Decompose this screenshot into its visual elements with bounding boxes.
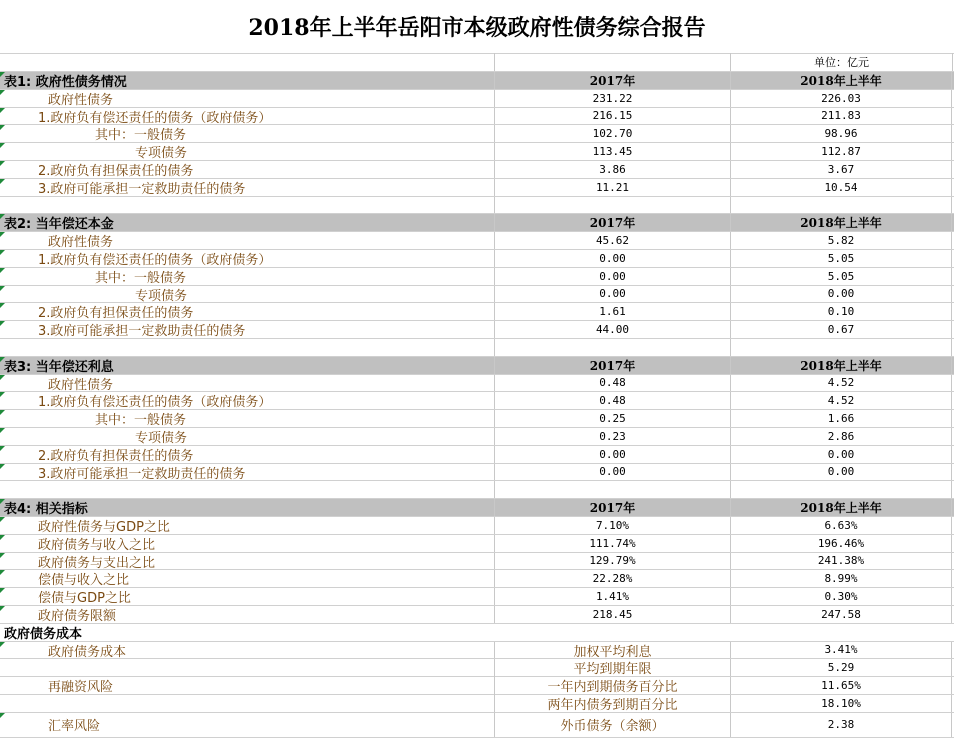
value-2018h1[interactable] [731,588,952,605]
column-header-2017-text: 2017年 [589,358,636,373]
row-label-text: 1.政府负有偿还责任的债务（政府债务） [38,110,272,125]
row-label[interactable] [0,143,495,160]
note-marker-icon [0,410,5,415]
value-2017[interactable] [495,410,731,427]
note-marker-icon [0,588,5,593]
row-label[interactable] [0,446,495,463]
value-2017[interactable] [495,339,731,356]
value-2018h1-text: 98.96 [824,127,858,141]
value-2018h1[interactable] [731,339,952,356]
row-label-text: 其中：一般债务 [95,413,187,427]
value-2018h1-text: 196.46% [817,536,865,550]
value-2017[interactable] [495,535,731,552]
row-label[interactable] [0,570,495,587]
value-2018h1-text: 247.58 [821,607,861,621]
value-2017-text: 0.48 [599,376,626,390]
cost-value-text: 3.41% [824,643,858,657]
value-2018h1-text: 0.10 [827,305,855,319]
row-label[interactable] [0,481,495,498]
row-label-text: 2.政府负有担保责任的债务 [38,448,194,463]
value-2018h1[interactable] [731,428,952,445]
value-2018h1[interactable] [731,250,952,267]
value-2017[interactable] [495,286,731,303]
table-header-row [0,72,954,90]
row-label-text: 3.政府可能承担一定救助责任的债务 [38,324,246,338]
row-label[interactable] [0,303,495,320]
column-header-2018h1-text: 2018年上半年 [800,216,882,231]
row-label-text: 政府性债务与GDP之比 [38,519,170,534]
row-label[interactable] [0,232,495,249]
value-2017-text: 129.79% [589,554,636,568]
value-2018h1-text: 8.99% [824,572,858,586]
value-2018h1[interactable] [731,286,952,303]
row-label-text: 政府债务与收入之比 [38,537,156,552]
row-label-text: 专项债务 [135,288,188,303]
note-marker-icon [0,606,5,611]
value-2018h1[interactable] [731,481,952,498]
table-header[interactable] [0,214,495,231]
value-2018h1[interactable] [731,143,952,160]
table-row [0,446,954,464]
value-2017-text: 0.00 [599,465,626,479]
row-label-text: 专项债务 [135,430,188,445]
row-label[interactable] [0,321,495,338]
value-2017-text: 0.00 [599,287,626,301]
note-marker-icon [0,250,5,255]
column-header-2017-text: 2017年 [589,216,636,231]
refinance-metric-text: 两年内债务到期百分比 [547,697,678,712]
table-header[interactable] [0,499,495,516]
value-2017-text: 0.00 [599,447,626,461]
value-2018h1[interactable] [731,161,952,178]
table-row [0,125,954,143]
table-row [0,197,954,215]
value-2018h1-text: 4.52 [827,376,855,390]
report-title: 2018年上半年岳阳市本级政府性债务综合报告 [0,0,954,54]
table-row [0,286,954,304]
value-2018h1[interactable] [731,570,952,587]
fx-value[interactable] [731,713,952,737]
table-row [0,481,954,499]
table-header-text: 表4: 相关指标 [4,502,88,516]
column-header-2017[interactable] [495,499,731,516]
value-2017[interactable] [495,125,731,142]
table-row [0,232,954,250]
value-2017[interactable] [495,606,731,623]
row-label[interactable] [0,375,495,392]
table-row [0,553,954,571]
note-marker-icon [0,72,5,77]
fx-risk-row [0,713,954,738]
value-2017[interactable] [495,553,731,570]
row-label-text: 偿债与收入之比 [38,573,130,588]
value-2017[interactable] [495,143,731,160]
row-label-text: 其中：一般债务 [95,270,187,285]
value-2017[interactable] [495,303,731,320]
cost-label[interactable] [0,642,495,659]
column-header-2018h1[interactable] [731,72,952,89]
value-2018h1[interactable] [731,375,952,392]
row-label-text: 2.政府负有担保责任的债务 [38,306,194,321]
value-2017[interactable] [495,588,731,605]
note-marker-icon [0,286,5,291]
column-header-2018h1[interactable] [731,214,952,231]
cost-section-header[interactable] [0,624,495,641]
note-marker-icon [0,357,5,362]
row-label[interactable] [0,410,495,427]
row-label[interactable] [0,392,495,409]
note-marker-icon [0,375,5,380]
value-2017-text: 7.10% [595,518,630,532]
value-2017-text: 0.00 [599,269,626,283]
value-2017-text: 102.70 [592,127,633,141]
value-2017[interactable] [495,464,731,481]
row-label[interactable] [0,339,495,356]
value-2018h1[interactable] [731,179,952,196]
column-header-2017-text: 2017年 [589,501,636,516]
column-header-2017[interactable] [495,214,731,231]
table-header[interactable] [0,357,495,374]
value-2017[interactable] [495,90,731,107]
row-label[interactable] [0,553,495,570]
column-header-2017[interactable] [495,357,731,374]
value-2018h1[interactable] [731,125,952,142]
table-row [0,143,954,161]
value-2018h1-text: 2.86 [827,429,855,443]
row-label[interactable] [0,606,495,623]
cost-metric[interactable] [495,642,731,659]
row-label[interactable] [0,588,495,605]
row-label[interactable] [0,250,495,267]
value-2017[interactable] [495,161,731,178]
value-2018h1-text: 10.54 [824,180,858,194]
table-header-row [0,357,954,375]
value-2017-text: 111.74% [589,536,636,550]
value-2017[interactable] [495,108,731,125]
note-marker-icon [0,713,5,718]
row-label[interactable] [0,268,495,285]
table-header-text: 表1: 政府性债务情况 [4,74,127,89]
unit-row-blank-cell-b[interactable] [495,53,731,71]
table-row [0,90,954,108]
note-marker-icon [0,464,5,469]
row-label-text: 其中：一般债务 [95,128,187,143]
note-marker-icon [0,428,5,433]
value-2018h1-text: 3.67 [827,162,855,176]
value-2017[interactable] [495,321,731,338]
value-2018h1[interactable] [731,517,952,534]
value-2018h1[interactable] [731,232,952,249]
value-2018h1[interactable] [731,446,952,463]
column-header-2017[interactable] [495,72,731,89]
row-label-text: 政府债务与支出之比 [38,555,156,570]
note-marker-icon [0,642,5,647]
row-label-text: 专项债务 [135,146,188,160]
table-row [0,588,954,606]
unit-label: 单位：亿元 [731,53,953,71]
row-label[interactable] [0,517,495,534]
table-row [0,375,954,393]
cost-section-header-text: 政府债务成本 [4,626,83,641]
value-2018h1-text: 211.83 [821,109,861,123]
note-marker-icon [0,570,5,575]
value-2017-text: 216.15 [592,109,633,123]
value-2017[interactable] [495,570,731,587]
note-marker-icon [0,553,5,558]
row-label-text: 政府性债务 [48,92,114,107]
note-marker-icon [0,108,5,113]
value-2018h1-text: 5.05 [827,269,855,283]
cost-label-text: 政府债务成本 [48,644,127,659]
value-2018h1[interactable] [731,197,952,214]
table-header[interactable] [0,72,495,89]
note-marker-icon [0,517,5,522]
row-label[interactable] [0,179,495,196]
row-label[interactable] [0,197,495,214]
row-label[interactable] [0,108,495,125]
row-label[interactable] [0,428,495,445]
value-2018h1[interactable] [731,108,952,125]
note-marker-icon [0,125,5,130]
refinance-metric[interactable] [495,695,731,712]
value-2018h1[interactable] [731,535,952,552]
table-row [0,321,954,339]
value-2018h1[interactable] [731,90,952,107]
row-label-text: 1.政府负有偿还责任的债务（政府债务） [38,252,272,267]
table-row [0,250,954,268]
value-2018h1-text: 1.66 [827,412,855,426]
value-2018h1-text: 4.52 [827,394,855,408]
value-2017[interactable] [495,268,731,285]
cost-value[interactable] [731,642,952,659]
note-marker-icon [0,143,5,148]
table-row [0,464,954,482]
value-2017-text: 11.21 [595,180,630,194]
value-2017-text: 218.45 [592,607,633,621]
value-2018h1-text: 5.05 [827,251,855,265]
table-header-row [0,214,954,232]
refinance-value-text: 11.65% [821,679,861,693]
column-header-2018h1-text: 2018年上半年 [800,73,882,88]
table-row [0,339,954,357]
table-header-text: 表2: 当年偿还本金 [4,217,114,232]
value-2018h1-text: 0.00 [827,287,855,301]
fx-risk-label-text: 汇率风险 [48,719,101,735]
cost-metric-text: 加权平均利息 [573,644,652,659]
row-label-text: 2.政府负有担保责任的债务 [38,163,194,178]
row-label-text: 3.政府可能承担一定救助责任的债务 [38,466,246,481]
value-2017-text: 1.61 [599,305,626,319]
row-label-text: 政府债务限额 [38,608,117,623]
table-row [0,428,954,446]
table-row [0,392,954,410]
column-header-2018h1-text: 2018年上半年 [800,358,882,373]
column-header-2018h1[interactable] [731,499,952,516]
table-header-text: 表3: 当年偿还利息 [4,359,114,374]
refinance-metric-text: 平均到期年限 [573,662,652,677]
row-label[interactable] [0,90,495,107]
row-label-text: 1.政府负有偿还责任的债务（政府债务） [38,395,272,410]
refinance-risk-label-cell[interactable] [0,659,495,712]
value-2018h1-text: 0.67 [827,323,855,337]
value-2017[interactable] [495,250,731,267]
value-2017-text: 44.00 [595,323,630,337]
value-2018h1[interactable] [731,268,952,285]
value-2018h1-text: 241.38% [817,554,865,568]
refinance-risk-label: 再融资风险 [48,680,114,696]
value-2017[interactable] [495,179,731,196]
column-header-2017-text: 2017年 [589,73,636,88]
note-marker-icon [0,161,5,166]
value-2018h1[interactable] [731,553,952,570]
table-row [0,268,954,286]
refinance-metric[interactable] [495,677,731,694]
refinance-value[interactable] [731,677,952,694]
refinance-metric-text: 一年内到期债务百分比 [547,680,678,694]
value-2017-text: 0.00 [599,251,626,265]
value-2018h1-text: 226.03 [821,91,861,105]
value-2018h1[interactable] [731,464,952,481]
row-label-text: 3.政府可能承担一定救助责任的债务 [38,181,246,196]
table-row [0,303,954,321]
value-2017[interactable] [495,232,731,249]
fx-metric-text: 外币债务（余额） [560,719,665,735]
refinance-value-text: 5.29 [827,661,855,675]
note-marker-icon [0,535,5,540]
value-2017-text: 3.86 [599,162,626,176]
unit-row-blank-cell-a[interactable] [0,53,495,71]
row-label-text: 政府性债务 [48,235,114,249]
cost-row [0,642,954,660]
value-2018h1-text: 6.63% [824,518,858,532]
value-2017-text: 0.48 [599,394,626,408]
value-2017-text: 113.45 [592,145,633,159]
value-2017-text: 0.23 [599,429,626,443]
refinance-value-text: 18.10% [821,696,861,710]
value-2017-text: 231.22 [592,91,633,105]
row-label[interactable] [0,125,495,142]
value-2018h1-text: 0.00 [827,465,855,479]
value-2017[interactable] [495,375,731,392]
fx-risk-label[interactable] [0,713,495,737]
row-label-text: 偿债与GDP之比 [38,591,131,605]
note-marker-icon [0,392,5,397]
table-row [0,108,954,126]
table-row [0,179,954,197]
note-marker-icon [0,321,5,326]
value-2018h1[interactable] [731,392,952,409]
row-label[interactable] [0,464,495,481]
table-row [0,410,954,428]
fx-value-text: 2.38 [827,718,855,732]
column-header-2018h1-text: 2018年上半年 [800,501,882,516]
refinance-value[interactable] [731,695,952,712]
row-label[interactable] [0,535,495,552]
refinance-metric[interactable] [495,659,731,676]
refinance-value[interactable] [731,659,952,676]
table-row [0,517,954,535]
value-2018h1[interactable] [731,303,952,320]
value-2017-text: 45.62 [595,234,630,248]
value-2017[interactable] [495,197,731,214]
value-2018h1[interactable] [731,606,952,623]
value-2018h1-text: 5.82 [827,234,855,248]
value-2017-text: 0.25 [599,412,626,426]
cost-section-header-row [0,624,954,642]
value-2017[interactable] [495,392,731,409]
value-2017-text: 1.41% [595,590,630,604]
value-2017[interactable] [495,481,731,498]
table-row [0,570,954,588]
note-marker-icon [0,179,5,184]
note-marker-icon [0,268,5,273]
table-header-row [0,499,954,517]
column-header-2018h1[interactable] [731,357,952,374]
value-2017[interactable] [495,517,731,534]
value-2017-text: 22.28% [592,572,633,586]
table-row [0,606,954,624]
value-2017[interactable] [495,446,731,463]
note-marker-icon [0,303,5,308]
value-2018h1[interactable] [731,410,952,427]
value-2018h1-text: 0.30% [824,590,858,604]
note-marker-icon [0,499,5,504]
note-marker-icon [0,446,5,451]
table-row [0,535,954,553]
value-2018h1-text: 112.87 [821,145,861,159]
table-row [0,161,954,179]
note-marker-icon [0,90,5,95]
row-label-text: 政府性债务 [48,377,114,392]
value-2018h1[interactable] [731,321,952,338]
fx-metric[interactable] [495,713,731,737]
value-2018h1-text: 0.00 [827,447,855,461]
row-label[interactable] [0,161,495,178]
value-2017[interactable] [495,428,731,445]
note-marker-icon [0,232,5,237]
note-marker-icon [0,214,5,219]
row-label[interactable] [0,286,495,303]
